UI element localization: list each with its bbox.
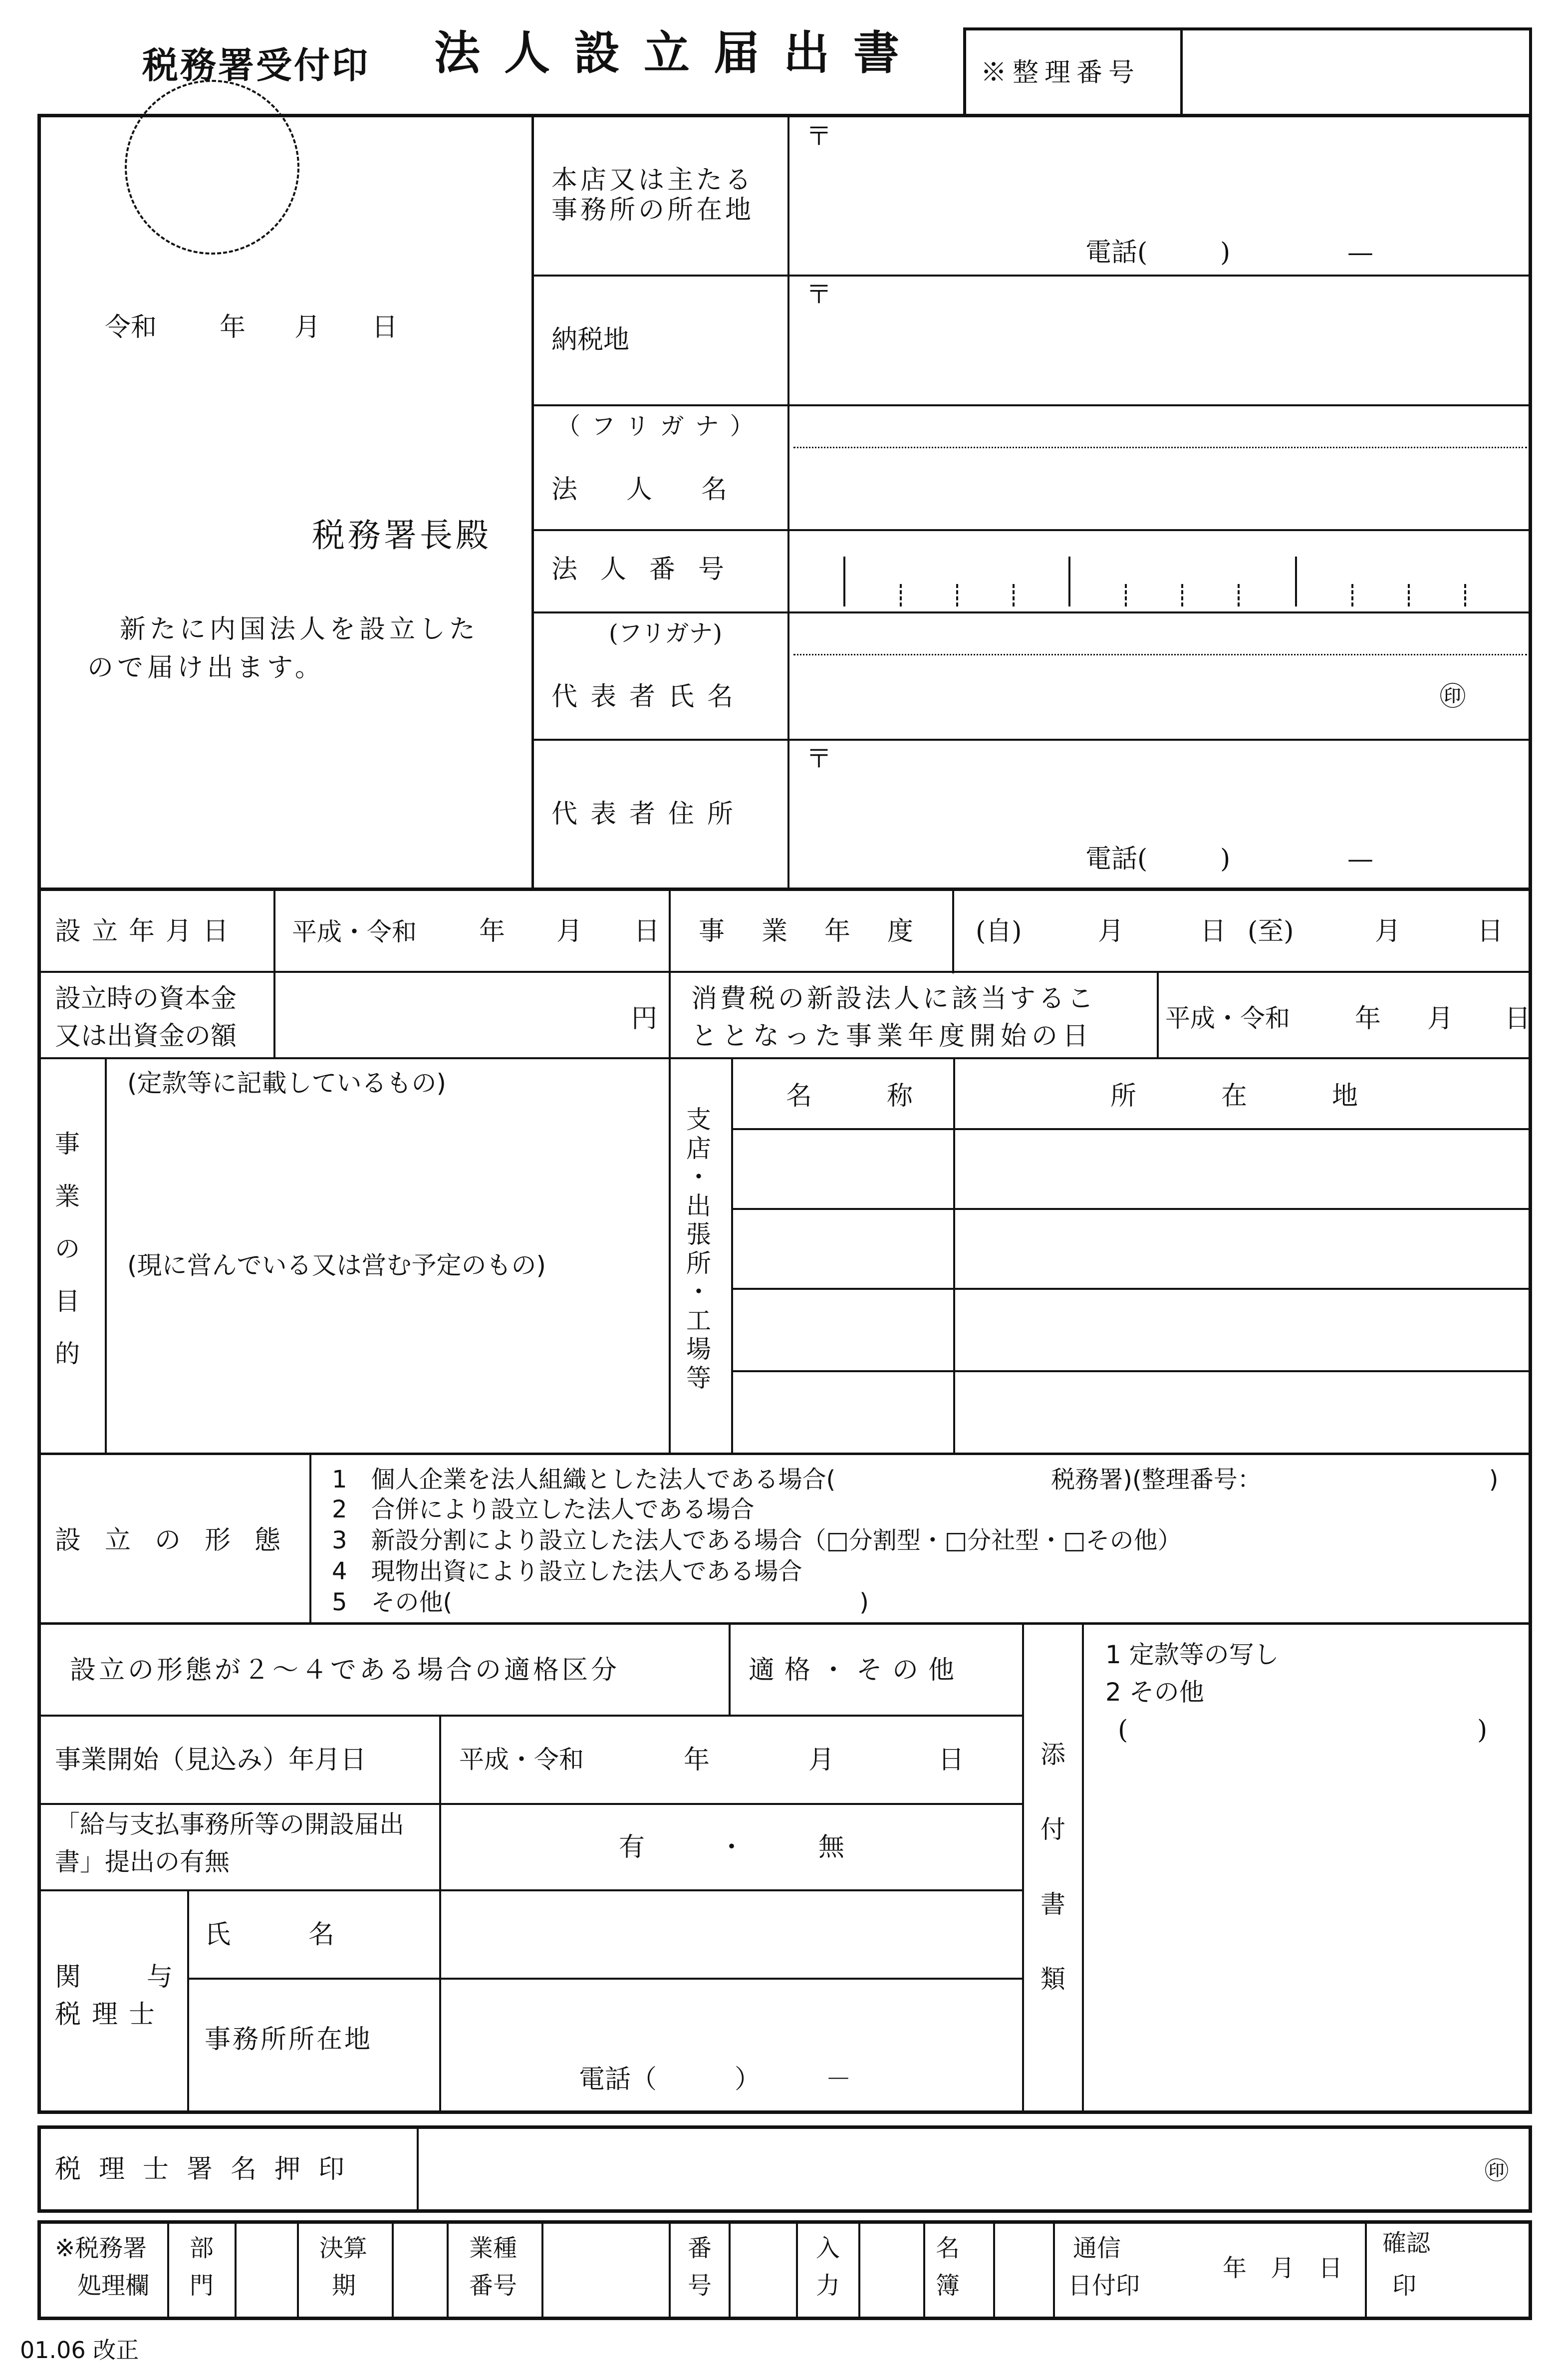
tekikaku-label: 設立の形態が２～４である場合の適格区分 [70, 1655, 620, 1685]
nendo-from: (自) [976, 916, 1022, 946]
phone-dash-honten: — [1347, 238, 1373, 268]
form-item-5[interactable]: 5 その他( ) [332, 1588, 869, 1616]
rep-address-label: 代表者住所 [551, 799, 747, 829]
branch-location-3[interactable] [958, 1293, 1527, 1368]
seal-mark-rep: ㊞ [1440, 682, 1466, 712]
bango-2: 号 [688, 2272, 712, 2300]
phone-label-rep: 電話( [1085, 844, 1148, 874]
branch-location-4[interactable] [958, 1375, 1527, 1450]
branch-location-2[interactable] [958, 1213, 1527, 1285]
form-label: 設立の形態 [55, 1525, 305, 1555]
furigana-corp-label: （フリガナ） [556, 412, 765, 440]
nendo-day-to: 日 [1477, 916, 1504, 946]
bango-1: 番 [688, 2234, 712, 2262]
shohi-label-2: ととなった事業年度開始の日 [691, 1021, 1094, 1051]
page-title: 法人設立届出書 [434, 26, 924, 80]
honten-label-1: 本店又は主たる [551, 165, 755, 195]
tenpu-paren-right: ) [1477, 1715, 1488, 1745]
meibo-2: 簿 [936, 2272, 960, 2300]
kyuyo-label-1: 「給与支払事務所等の開設届出 [55, 1810, 404, 1839]
setsuritsu-era: 平成・令和 [292, 917, 417, 946]
form-item-1[interactable]: 1 個人企業を法人組織とした法人である場合( 税務署)(整理番号： ) [332, 1466, 1499, 1493]
purpose-teikan-label: (定款等に記載しているもの) [127, 1069, 447, 1098]
branch-name-2[interactable] [736, 1213, 951, 1285]
tenpu-item-1[interactable]: 1 定款等の写し [1105, 1640, 1279, 1669]
kaishi-label: 事業開始（見込み）年月日 [55, 1745, 367, 1775]
phone-label-honten: 電話( [1085, 238, 1148, 268]
nendo-month-to: 月 [1375, 916, 1401, 946]
gyoshu-2: 番号 [469, 2272, 518, 2300]
corp-furigana-field[interactable] [793, 409, 1522, 444]
branch-name-3[interactable] [736, 1293, 951, 1368]
purpose-genni-field[interactable] [112, 1285, 664, 1448]
postal-mark-rep: 〒 [806, 744, 832, 774]
seiri-label: ※整理番号 [981, 58, 1141, 88]
corp-name-field[interactable] [793, 449, 1522, 524]
notice-line2: ので届け出ます。 [87, 653, 325, 683]
setsuritsu-year: 年 [479, 916, 506, 946]
setsuritsu-month: 月 [556, 916, 583, 946]
kanyo-label-2: 税理士 [55, 2000, 166, 2030]
kessan-2: 期 [332, 2272, 356, 2300]
capital-label-1: 設立時の資本金 [55, 984, 237, 1014]
branch-name-1[interactable] [736, 1133, 951, 1205]
nozeichi-label: 納税地 [551, 325, 630, 355]
branch-vertical-label: 支 店 ・ 出 張 所 ・ 工 場 等 [686, 1105, 711, 1393]
receipt-stamp-circle [125, 80, 299, 255]
branch-location-header: 所在地 [1110, 1081, 1443, 1111]
branch-location-1[interactable] [958, 1133, 1527, 1205]
zeirishi-name-label: 氏 名 [205, 1920, 335, 1950]
postal-mark-nozei: 〒 [806, 280, 832, 310]
setsuritsu-date-label: 設立年月日 [55, 916, 240, 946]
shohi-month: 月 [1427, 1004, 1454, 1034]
jigyo-nendo-label: 事業年度 [699, 916, 951, 946]
phone-close-rep: ) [1220, 844, 1231, 874]
tsushin-1: 通信 [1073, 2234, 1121, 2262]
capital-yen: 円 [631, 1004, 658, 1034]
capital-amount-field[interactable] [279, 976, 619, 1056]
corp-number-field[interactable] [793, 534, 1527, 609]
kessan-1: 決算 [319, 2234, 368, 2262]
office-ymd: 年 月 日 [1223, 2254, 1343, 2282]
honten-address-field[interactable] [793, 150, 1522, 230]
phone-close-honten: ) [1220, 238, 1231, 268]
zeirishi-sign-field[interactable] [424, 2131, 1472, 2206]
date-day: 日 [372, 312, 398, 342]
corp-number-label: 法人番号 [551, 555, 748, 585]
rep-address-field[interactable] [793, 771, 1522, 841]
nendo-month-from: 月 [1098, 916, 1124, 946]
kaishi-era: 平成・令和 [459, 1745, 584, 1774]
shohi-year: 年 [1355, 1004, 1381, 1034]
nendo-to: (至) [1248, 916, 1294, 946]
setsuritsu-day: 日 [634, 916, 660, 946]
phone-dash-rep: — [1347, 844, 1373, 874]
nyuryoku-2: 力 [816, 2272, 840, 2300]
rep-name-field[interactable] [793, 656, 1432, 736]
purpose-vertical-label: 事 業 の 目 的 [55, 1130, 80, 1368]
zeirishi-office-label: 事務所所在地 [205, 2025, 373, 2055]
kaishi-year: 年 [684, 1745, 710, 1775]
bumon-2: 門 [190, 2272, 214, 2300]
kakunin-2: 印 [1392, 2272, 1417, 2300]
date-month: 月 [294, 312, 321, 342]
rep-name-label: 代表者氏名 [551, 682, 747, 712]
rep-furigana-field[interactable] [793, 616, 1522, 651]
kyuyo-mu[interactable]: 無 [818, 1832, 845, 1862]
zeirishi-sign-label: 税理士署名押印 [55, 2154, 363, 2184]
furigana-rep-label: (フリガナ) [609, 619, 723, 647]
addressee: 税務署長殿 [312, 516, 492, 555]
form-item-4[interactable]: 4 現物出資により設立した法人である場合 [332, 1557, 802, 1585]
bumon-1: 部 [190, 2234, 214, 2262]
form-item-3[interactable]: 3 新設分割により設立した法人である場合（□分割型・□分社型・□その他） [332, 1526, 1182, 1554]
purpose-teikan-field[interactable] [112, 1103, 664, 1238]
kakunin-1: 確認 [1382, 2229, 1431, 2257]
shohi-label-1: 消費税の新設法人に該当するこ [691, 984, 1097, 1014]
nyuryoku-1: 入 [816, 2234, 840, 2262]
nendo-day-from: 日 [1200, 916, 1227, 946]
capital-label-2: 又は出資金の額 [55, 1021, 237, 1051]
date-year: 年 [220, 312, 246, 342]
office-label-2: 処理欄 [77, 2272, 150, 2300]
tenpu-paren-left: ( [1118, 1715, 1128, 1745]
shohi-era: 平成・令和 [1165, 1004, 1290, 1033]
zeirishi-tel: 電話（ ） － [579, 2065, 852, 2094]
shohi-day: 日 [1505, 1004, 1531, 1034]
postal-mark-honten: 〒 [806, 122, 832, 152]
seiri-number-field[interactable] [1185, 32, 1525, 112]
office-label-1: ※税務署 [55, 2234, 147, 2262]
tekikaku-value[interactable]: 適格・その他 [749, 1655, 965, 1685]
kyuyo-dot: ・ [719, 1832, 745, 1862]
branch-name-header: 名称 [786, 1081, 988, 1111]
revision-note: 01.06 改正 [20, 2337, 139, 2364]
zeirishi-name-field[interactable] [447, 1897, 1018, 1974]
seal-mark-zeirishi: ㊞ [1485, 2157, 1509, 2185]
kyuyo-label-2: 書」提出の有無 [55, 1847, 230, 1876]
kaishi-month: 月 [808, 1745, 835, 1775]
branch-name-4[interactable] [736, 1375, 951, 1450]
gyoshu-1: 業種 [469, 2234, 518, 2262]
tsushin-2: 日付印 [1068, 2272, 1140, 2300]
date-era: 令和 [105, 312, 157, 342]
kyuyo-yu[interactable]: 有 [619, 1832, 645, 1862]
corp-name-label: 法人名 [551, 475, 777, 505]
meibo-1: 名 [936, 2234, 960, 2262]
notice-line1: 新たに内国法人を設立した [120, 614, 480, 644]
tenpu-vertical-label: 添 付 書 類 [1040, 1740, 1065, 1994]
form-item-2[interactable]: 2 合併により設立した法人である場合 [332, 1495, 755, 1523]
zeirishi-office-field[interactable] [447, 1984, 1018, 2064]
honten-label-2: 事務所の所在地 [551, 195, 755, 225]
nozeichi-field[interactable] [793, 309, 1522, 399]
stamp-label: 税務署受付印 [142, 44, 370, 86]
kaishi-day: 日 [938, 1745, 965, 1775]
purpose-genni-label: (現に営んでいる又は営む予定のもの) [127, 1251, 546, 1280]
kanyo-label-1: 関 与 [55, 1962, 193, 1992]
tenpu-item-2[interactable]: 2 その他 [1105, 1678, 1204, 1707]
